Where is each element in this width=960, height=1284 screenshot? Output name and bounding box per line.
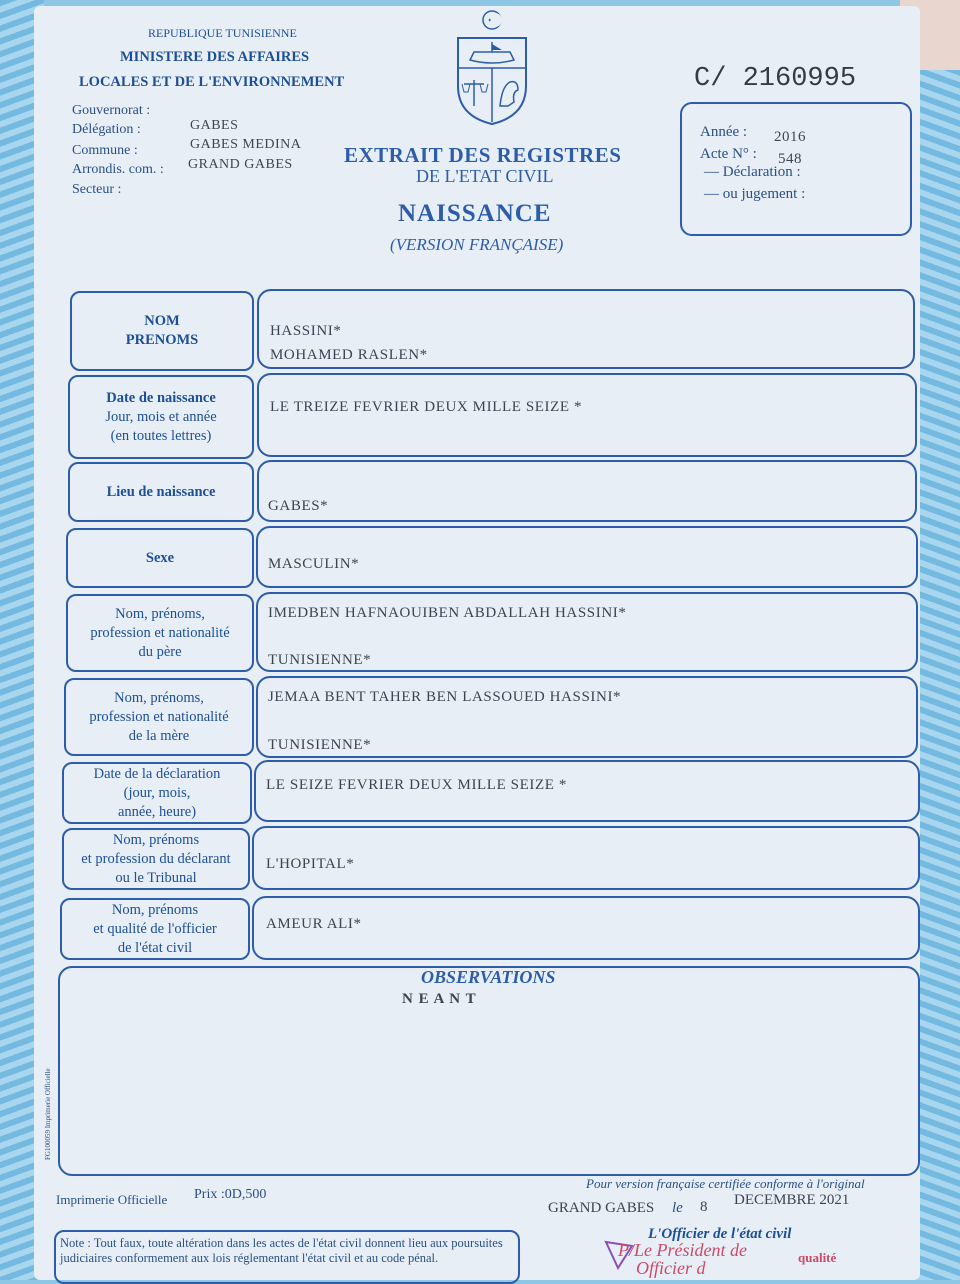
title-version: (VERSION FRANÇAISE) xyxy=(390,235,564,254)
label-line: Nom, prénoms, xyxy=(115,605,205,622)
value-father-nationality: TUNISIENNE* xyxy=(268,652,372,668)
stamp-text: P/Le Président de xyxy=(618,1240,747,1260)
label-cell-father xyxy=(66,594,254,672)
printer-label: Imprimerie Officielle xyxy=(56,1192,168,1207)
title-etat-civil: DE L'ETAT CIVIL xyxy=(416,166,554,186)
value-mother-name: JEMAA BENT TAHER BEN LASSOUED HASSINI* xyxy=(268,689,622,705)
commune-value: GABES MEDINA xyxy=(190,137,302,152)
value-officer: AMEUR ALI* xyxy=(266,916,362,932)
stamp-side-text: qualité xyxy=(798,1250,837,1265)
ministry-line2: LOCALES ET DE L'ENVIRONNEMENT xyxy=(79,74,345,90)
observations-box xyxy=(58,966,920,1176)
arrondis-label: Arrondis. com. : xyxy=(72,162,164,177)
label-line: Nom, prénoms xyxy=(112,831,200,848)
label-line: Jour, mois et année xyxy=(105,408,217,425)
label-line: PRENOMS xyxy=(125,332,199,348)
commune-label: Commune : xyxy=(72,143,138,158)
observations-title: OBSERVATIONS xyxy=(421,967,556,987)
value-mother-nationality: TUNISIENNE* xyxy=(268,737,372,753)
delegation-label: Délégation : xyxy=(72,122,141,137)
label-line: (jour, mois, xyxy=(123,784,191,801)
label-line: Nom, prénoms, xyxy=(114,689,204,706)
observations-value: N E A N T xyxy=(402,991,477,1007)
stamp-text-2: Officier d xyxy=(636,1258,706,1278)
serial-number: C/ 2160995 xyxy=(694,64,857,94)
republic-label: REPUBLIQUE TUNISIENNE xyxy=(148,26,297,40)
tunisia-coat-of-arms-icon xyxy=(452,6,532,126)
value-declarant: L'HOPITAL* xyxy=(266,856,355,872)
label-cell-officer xyxy=(60,898,250,960)
label-line: du père xyxy=(138,643,182,660)
label-line: de l'état civil xyxy=(117,939,193,956)
month-year-value: DECEMBRE 2021 xyxy=(734,1192,850,1208)
label-line: de la mère xyxy=(128,727,190,744)
label-cell-birthdate xyxy=(68,375,254,459)
value-surname: HASSINI* xyxy=(270,323,342,339)
price-label: Prix :0D,500 xyxy=(194,1187,267,1202)
value-father-name: IMEDBEN HAFNAOUIBEN ABDALLAH HASSINI* xyxy=(268,605,627,621)
value-declaration-date: LE SEIZE FEVRIER DEUX MILLE SEIZE * xyxy=(266,777,567,793)
ministry-line1: MINISTERE DES AFFAIRES xyxy=(120,49,310,65)
label-line: (en toutes lettres) xyxy=(110,427,212,444)
label-cell-declarant xyxy=(62,828,250,890)
title-naissance: NAISSANCE xyxy=(398,200,552,227)
label-line: Lieu de naissance xyxy=(106,483,216,500)
label-line: année, heure) xyxy=(117,803,197,820)
acte-value: 548 xyxy=(778,151,802,167)
annee-value: 2016 xyxy=(774,129,806,145)
declaration-label: — Déclaration : xyxy=(704,164,801,180)
label-cell-declaration-date xyxy=(62,762,252,824)
value-sex: MASCULIN* xyxy=(268,556,360,572)
label-line: Date de naissance xyxy=(106,389,216,406)
delegation-value: GABES xyxy=(190,118,239,133)
day-value: 8 xyxy=(700,1199,708,1215)
title-extrait: EXTRAIT DES REGISTRES xyxy=(344,143,622,167)
label-line: ou le Tribunal xyxy=(115,869,197,886)
gouvernorat-label: Gouvernorat : xyxy=(72,103,151,118)
note-text: Note : Tout faux, toute altération dans les actes de l'état civil donnent lieu aux poursuites judiciaires conformement aux lois réglementant l'état civil et au code pénal. xyxy=(60,1236,503,1265)
label-line: et qualité de l'officier xyxy=(93,920,217,937)
label-line: Sexe xyxy=(145,549,175,566)
officer-title: L'Officier de l'état civil xyxy=(648,1226,792,1242)
label-cell-sex xyxy=(66,528,254,588)
place-value: GRAND GABES xyxy=(548,1200,655,1216)
label-line: profession et nationalité xyxy=(90,624,230,641)
label-line: et profession du déclarant xyxy=(81,850,231,867)
le-label: le xyxy=(672,1200,683,1216)
acte-label: Acte N° : xyxy=(700,146,757,162)
value-cell-birthplace xyxy=(257,460,917,522)
label-cell-birthplace xyxy=(68,462,254,522)
label-line: profession et nationalité xyxy=(89,708,229,725)
label-line: Date de la déclaration xyxy=(93,765,221,782)
label-cell-mother xyxy=(64,678,254,756)
arrondis-value: GRAND GABES xyxy=(188,157,293,172)
value-firstnames: MOHAMED RASLEN* xyxy=(270,347,428,363)
side-form-code: FG100059 Imprimerie Officielle xyxy=(44,1068,52,1160)
value-birthplace: GABES* xyxy=(268,498,329,514)
annee-label: Année : xyxy=(700,124,748,140)
label-line: Nom, prénoms xyxy=(111,901,199,918)
secteur-label: Secteur : xyxy=(72,182,122,197)
label-line: NOM xyxy=(144,313,180,329)
label-cell-name xyxy=(70,291,254,371)
value-birthdate: LE TREIZE FEVRIER DEUX MILLE SEIZE * xyxy=(270,399,583,415)
certified-label: Pour version française certifiée conforme à l'original xyxy=(586,1176,865,1191)
jugement-label: — ou jugement : xyxy=(704,186,806,202)
